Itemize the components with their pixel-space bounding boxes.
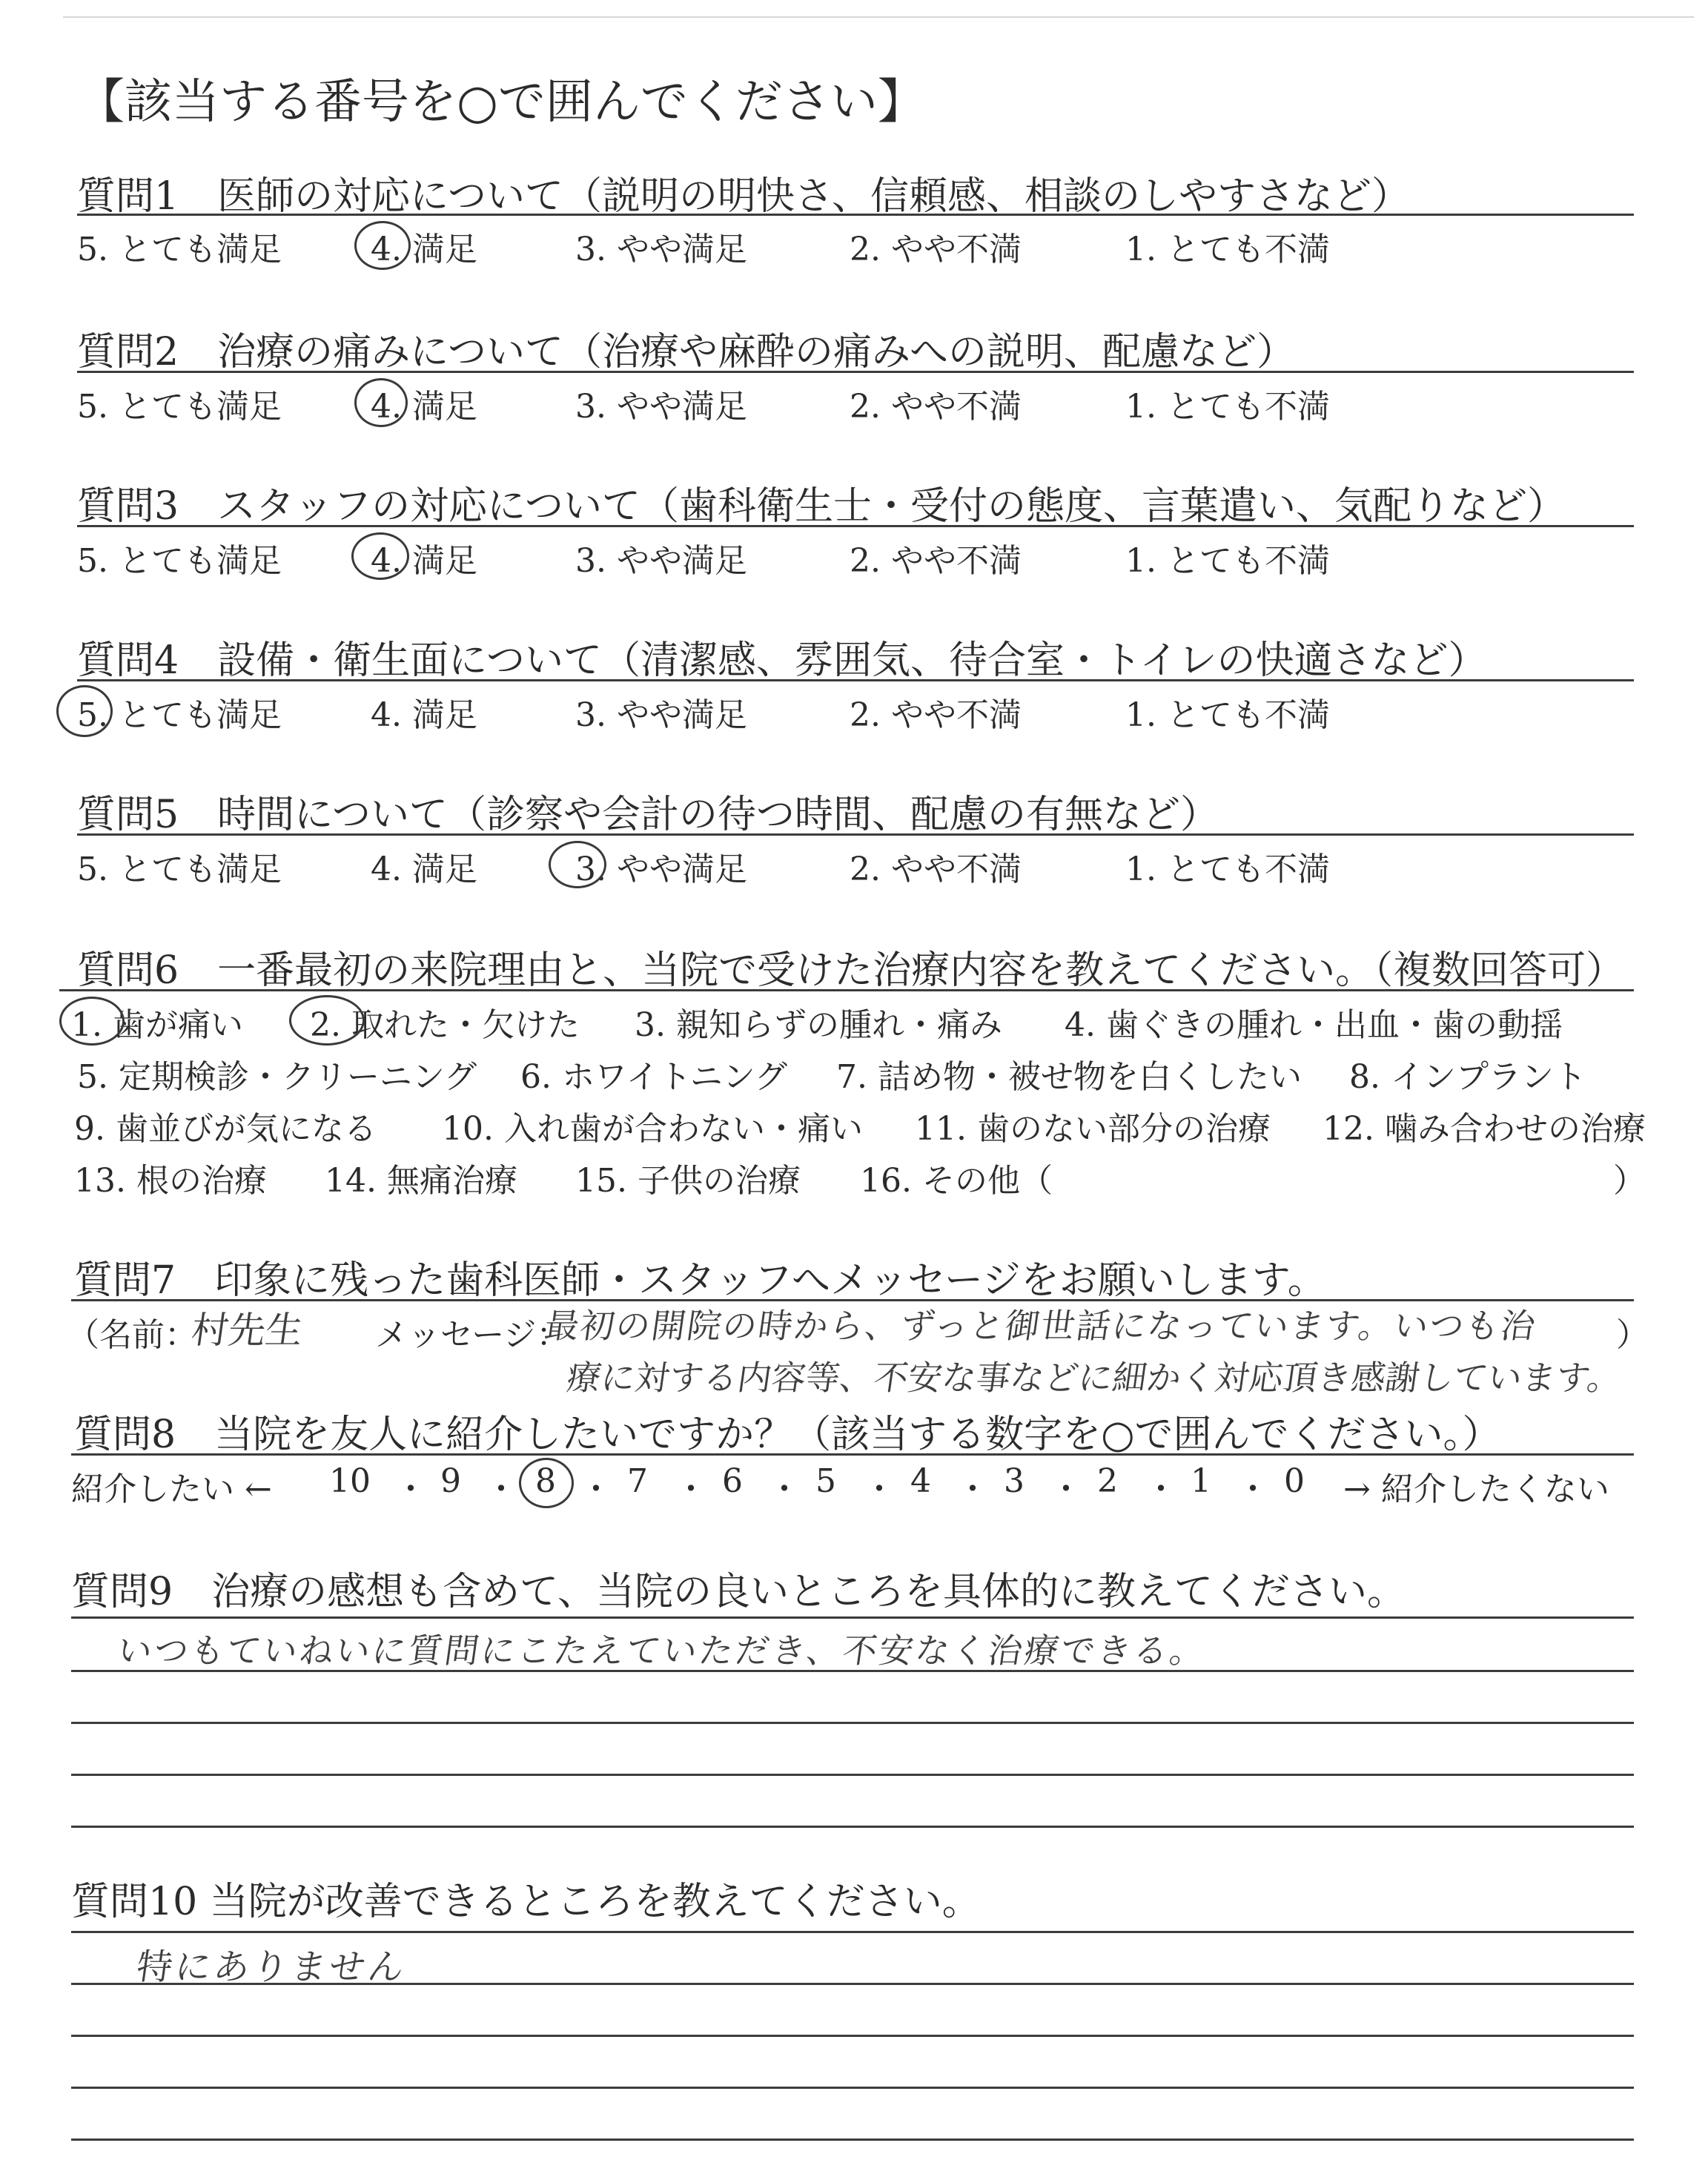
q5-option-4[interactable]: 4. 満足 <box>371 851 477 888</box>
q8-scale-5[interactable]: 5 <box>815 1462 836 1500</box>
q8-scale-3[interactable]: 3 <box>1004 1462 1025 1500</box>
q8-scale-sep: ・ <box>394 1470 427 1508</box>
q1-option-2[interactable]: 2. やや不満 <box>850 231 1022 268</box>
q8-scale-sep: ・ <box>580 1470 612 1508</box>
q2-option-5[interactable]: 5. とても満足 <box>77 388 282 426</box>
q7-name-handwritten[interactable]: 村先生 <box>188 1309 306 1352</box>
q6-option-2[interactable]: 2. 取れた・欠けた <box>310 1006 580 1044</box>
instruction-header: 【該当する番号を○で囲んでください】 <box>77 75 925 130</box>
q4-option-2[interactable]: 2. やや不満 <box>850 696 1022 734</box>
q6-option-7[interactable]: 7. 詰め物・被せ物を白くしたい <box>836 1058 1302 1096</box>
q7-message-line1[interactable]: 最初の開院の時から、ずっと御世話になっています。いつも治 <box>542 1306 1540 1346</box>
q10-line-4 <box>71 2087 1634 2089</box>
q4-option-3[interactable]: 3. やや満足 <box>575 696 747 734</box>
q4-option-4[interactable]: 4. 満足 <box>371 696 477 734</box>
q5-option-5[interactable]: 5. とても満足 <box>77 851 282 888</box>
q6-rule <box>59 989 1634 991</box>
q2-option-3[interactable]: 3. やや満足 <box>575 388 747 426</box>
q7-name-label: （名前： <box>67 1316 197 1354</box>
q8-scale-sep: ・ <box>1237 1470 1269 1508</box>
q4-rule <box>77 679 1634 681</box>
q8-scale-8[interactable]: 8 <box>535 1462 556 1500</box>
q8-scale-sep: ・ <box>485 1470 517 1508</box>
q8-left-label: 紹介したい ← <box>71 1470 272 1508</box>
q9-answer-handwritten[interactable]: いつもていねいに質問にこたえていただき、不安なく治療できる。 <box>115 1631 1209 1671</box>
q1-selection-circle <box>354 221 411 270</box>
q8-scale-sep: ・ <box>1145 1470 1177 1508</box>
q4-option-5[interactable]: 5. とても満足 <box>77 696 282 734</box>
q2-option-2[interactable]: 2. やや不満 <box>850 388 1022 426</box>
q6-option-12[interactable]: 12. 噛み合わせの治療 <box>1323 1110 1646 1148</box>
q9-line-3 <box>71 1722 1634 1724</box>
q10-line-3 <box>71 2035 1634 2037</box>
q5-rule <box>77 833 1634 836</box>
q5-title: 質問5 時間について（診察や会計の待つ時間、配慮の有無など） <box>77 793 1219 837</box>
q6-option-13[interactable]: 13. 根の治療 <box>74 1162 267 1200</box>
q9-line-1 <box>71 1616 1634 1619</box>
q3-title: 質問3 スタッフの対応について（歯科衛生士・受付の態度、言葉遣い、気配りなど） <box>77 484 1566 529</box>
q3-option-5[interactable]: 5. とても満足 <box>77 542 282 580</box>
q9-title: 質問9 治療の感想も含めて、当院の良いところを具体的に教えてください。 <box>71 1570 1406 1614</box>
q3-selection-circle <box>351 532 409 580</box>
q1-rule <box>77 214 1634 216</box>
q7-message-label: メッセージ： <box>375 1316 569 1354</box>
q6-selection-circle-2 <box>289 995 365 1046</box>
q5-selection-circle <box>549 841 606 888</box>
q2-selection-circle <box>354 378 408 427</box>
q7-message-line2[interactable]: 療に対する内容等、不安な事などに細かく対応頂き感謝しています。 <box>564 1358 1625 1398</box>
q2-option-1[interactable]: 1. とても不満 <box>1125 388 1330 426</box>
q1-option-1[interactable]: 1. とても不満 <box>1125 231 1330 268</box>
q6-option-10[interactable]: 10. 入れ歯が合わない・痛い <box>442 1110 863 1148</box>
q6-other-close-paren: ） <box>1613 1162 1646 1200</box>
q10-line-1 <box>71 1931 1634 1933</box>
q6-option-8[interactable]: 8. インプラント <box>1349 1058 1586 1096</box>
q10-title: 質問10 当院が改善できるところを教えてください。 <box>71 1880 981 1924</box>
q9-line-4 <box>71 1774 1634 1776</box>
q4-option-1[interactable]: 1. とても不満 <box>1125 696 1330 734</box>
q6-title: 質問6 一番最初の来院理由と、当院で受けた治療内容を教えてください。（複数回答可） <box>77 948 1625 993</box>
q1-option-5[interactable]: 5. とても満足 <box>77 231 282 268</box>
q4-title: 質問4 設備・衛生面について（清潔感、雰囲気、待合室・トイレの快適さなど） <box>77 638 1487 683</box>
q8-scale-0[interactable]: 0 <box>1284 1462 1305 1500</box>
q9-line-2 <box>71 1670 1634 1672</box>
q8-title: 質問8 当院を友人に紹介したいですか？（該当する数字を○で囲んでください。） <box>74 1413 1501 1457</box>
q6-option-16[interactable]: 16. その他（ <box>860 1162 1053 1200</box>
q6-option-5[interactable]: 5. 定期検診・クリーニング <box>77 1058 477 1096</box>
q2-rule <box>77 371 1634 373</box>
q10-line-2 <box>71 1983 1634 1985</box>
q6-option-15[interactable]: 15. 子供の治療 <box>575 1162 801 1200</box>
q8-scale-sep: ・ <box>956 1470 989 1508</box>
q8-rule <box>71 1453 1634 1456</box>
q10-line-5 <box>71 2138 1634 2141</box>
q1-option-4[interactable]: 4. 満足 <box>371 231 477 268</box>
q6-option-1[interactable]: 1. 歯が痛い <box>71 1006 243 1044</box>
q6-option-11[interactable]: 11. 歯のない部分の治療 <box>915 1110 1271 1148</box>
q6-option-6[interactable]: 6. ホワイトニング <box>520 1058 788 1096</box>
q6-option-14[interactable]: 14. 無痛治療 <box>325 1162 517 1200</box>
q5-option-2[interactable]: 2. やや不満 <box>850 851 1022 888</box>
q1-option-3[interactable]: 3. やや満足 <box>575 231 747 268</box>
q5-option-1[interactable]: 1. とても不満 <box>1125 851 1330 888</box>
q8-right-label: → 紹介したくない <box>1343 1470 1609 1508</box>
q6-option-3[interactable]: 3. 親知らずの腫れ・痛み <box>635 1006 1002 1044</box>
q6-option-9[interactable]: 9. 歯並びが気になる <box>74 1110 377 1148</box>
q8-scale-1[interactable]: 1 <box>1191 1462 1211 1500</box>
q8-scale-sep: ・ <box>1050 1470 1082 1508</box>
q8-scale-2[interactable]: 2 <box>1097 1462 1118 1500</box>
q1-title: 質問1 医師の対応について（説明の明快さ、信頼感、相談のしやすさなど） <box>77 174 1410 219</box>
q9-line-5 <box>71 1826 1634 1828</box>
q3-option-1[interactable]: 1. とても不満 <box>1125 542 1330 580</box>
q7-title: 質問7 印象に残った歯科医師・スタッフへメッセージをお願いします。 <box>74 1258 1326 1303</box>
q8-scale-4[interactable]: 4 <box>910 1462 931 1500</box>
q8-scale-7[interactable]: 7 <box>627 1462 648 1500</box>
q8-scale-10[interactable]: 10 <box>329 1462 371 1500</box>
page-top-edge <box>63 16 1694 18</box>
q3-option-3[interactable]: 3. やや満足 <box>575 542 747 580</box>
q8-scale-sep: ・ <box>675 1470 707 1508</box>
q8-scale-9[interactable]: 9 <box>440 1462 461 1500</box>
q8-selection-circle <box>519 1458 574 1508</box>
q3-option-2[interactable]: 2. やや不満 <box>850 542 1022 580</box>
q2-option-4[interactable]: 4. 満足 <box>371 388 477 426</box>
q5-option-3[interactable]: 3. やや満足 <box>575 851 747 888</box>
q10-answer-handwritten[interactable]: 特にありません <box>133 1946 410 1988</box>
q4-selection-circle <box>56 685 113 737</box>
q6-selection-circle-1 <box>59 997 125 1046</box>
q3-option-4[interactable]: 4. 満足 <box>371 542 477 580</box>
q8-scale-6[interactable]: 6 <box>722 1462 743 1500</box>
q7-close-paren: ） <box>1616 1316 1649 1354</box>
q8-scale-sep: ・ <box>768 1470 801 1508</box>
q8-scale-sep: ・ <box>863 1470 896 1508</box>
q6-option-4[interactable]: 4. 歯ぐきの腫れ・出血・歯の動揺 <box>1065 1006 1563 1044</box>
q3-rule <box>77 525 1634 527</box>
q2-title: 質問2 治療の痛みについて（治療や麻酔の痛みへの説明、配慮など） <box>77 330 1296 374</box>
